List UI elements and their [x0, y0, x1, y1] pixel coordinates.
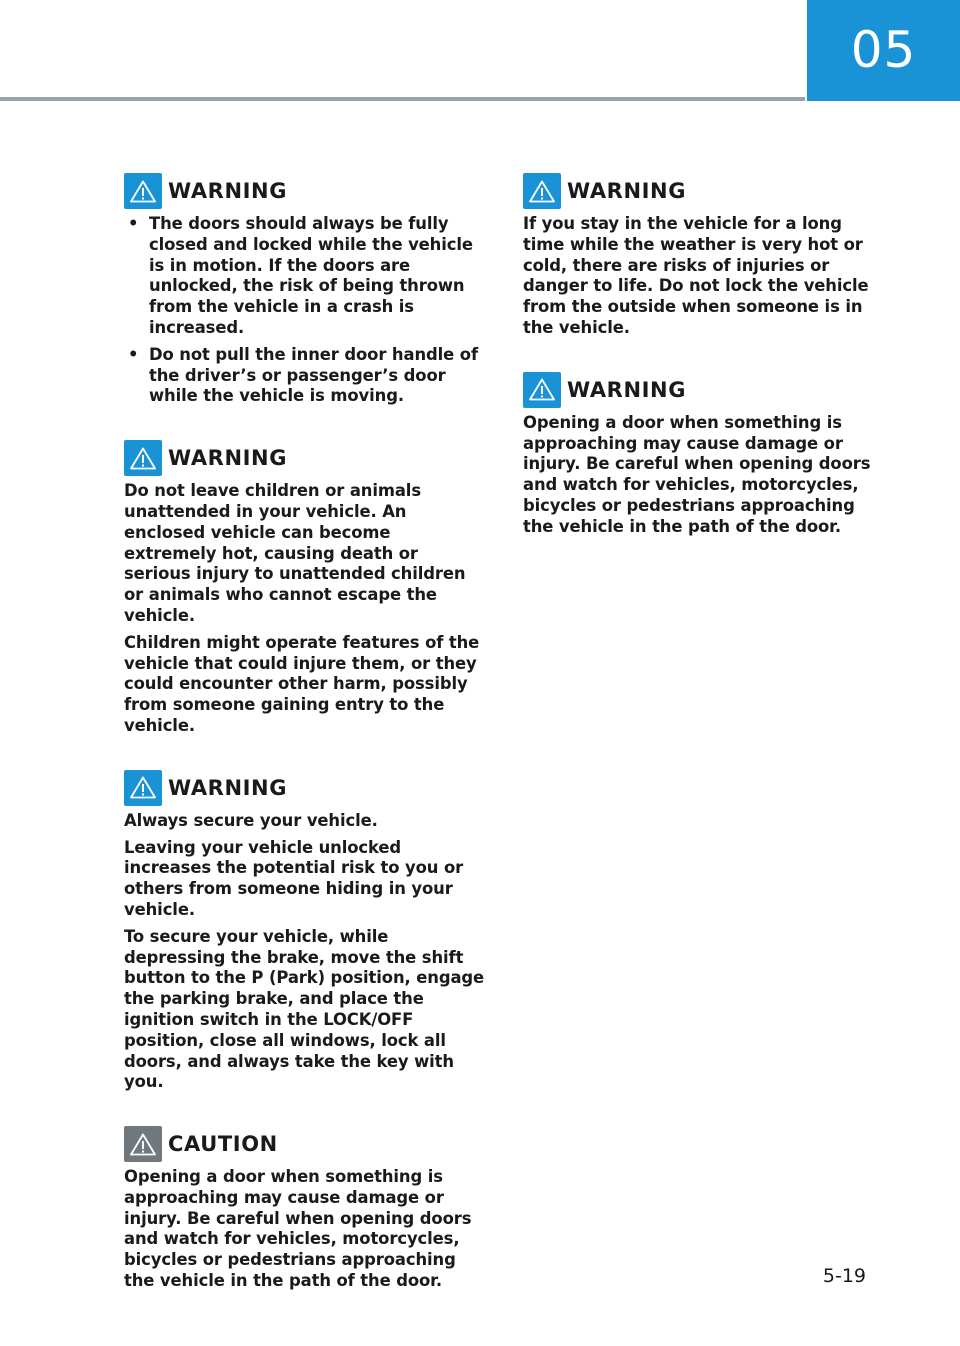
notice-header	[124, 439, 488, 477]
warning-hot-cold-weather	[523, 172, 887, 339]
warning-opening-door	[523, 371, 887, 538]
notice-title: WARNING	[168, 446, 288, 471]
bullet-icon: •	[128, 214, 139, 233]
notice-title: WARNING	[168, 775, 288, 800]
warning-triangle-icon	[124, 440, 162, 476]
notice-title: WARNING	[168, 179, 288, 203]
bullet-list	[124, 214, 488, 407]
warning-secure-vehicle	[124, 769, 488, 1093]
caution-opening-door	[124, 1125, 488, 1292]
notice-paragraph: Children might operate features of the vehicle that could injure them, or they could encounter other harm, possibly from someone gaining entry to the vehicle.	[124, 632, 480, 735]
notice-header	[523, 371, 887, 409]
warning-triangle-icon	[523, 372, 561, 408]
warning-triangle-icon	[523, 173, 561, 209]
right-column	[523, 172, 887, 570]
chapter-number: 05	[850, 20, 917, 79]
list-item	[124, 345, 488, 407]
bullet-icon: •	[128, 344, 139, 364]
notice-paragraph: Do not leave children or animals unattended in your vehicle. An enclosed vehicle can become extremely hot, causing death or serious injury to unattended children or animals who cannot escape the vehicle.	[124, 481, 466, 625]
notice-paragraph: Leaving your vehicle unlocked increases the potential risk to you or others from someone hiding in your vehicle.	[124, 837, 464, 919]
notice-title: CAUTION	[168, 1132, 278, 1157]
caution-triangle-icon	[124, 1126, 162, 1162]
bullet-text: The doors should always be fully closed and locked while the vehicle is in motion. If the doors are unlocked, the risk of being thrown from the vehicle in a crash is increased.	[149, 214, 473, 337]
notice-header	[124, 172, 488, 210]
page-number: 5-19	[822, 1265, 866, 1287]
notice-paragraph: Always secure your vehicle.	[124, 810, 378, 830]
warning-triangle-icon	[124, 173, 162, 209]
notice-header	[523, 172, 887, 210]
notice-paragraph: Opening a door when something is approaching may cause damage or injury. Be careful when opening doors and watch for vehicles, motorcycles, bicycles or pedestrians approaching the vehicle in the path of the door.	[523, 412, 871, 536]
chapter-tab	[807, 0, 960, 101]
header-rule	[0, 97, 805, 101]
notice-header	[124, 1125, 488, 1163]
notice-title: WARNING	[567, 377, 687, 402]
notice-title: WARNING	[567, 179, 687, 203]
warning-doors-closed	[124, 172, 488, 407]
warning-children-animals	[124, 439, 488, 737]
notice-header	[124, 769, 488, 807]
notice-paragraph: To secure your vehicle, while depressing the brake, move the shift button to the P (Park) position, engage the parking brake, and place the ignition switch in the LOCK/OFF position, close all windows, lock all doors, and always take the key with you.	[124, 926, 485, 1092]
notice-paragraph: If you stay in the vehicle for a long time while the weather is very hot or cold, there are risks of injuries or danger to life. Do not lock the vehicle from the outside when someone is in the vehicle.	[523, 214, 869, 337]
list-item	[124, 214, 488, 339]
left-column	[124, 172, 488, 1324]
notice-paragraph: Opening a door when something is approaching may cause damage or injury. Be careful when opening doors and watch for vehicles, motorcycles, bicycles or pedestrians approaching the vehicle in the path of the door.	[124, 1167, 472, 1291]
bullet-text: Do not pull the inner door handle of the driver’s or passenger’s door while the vehicle is moving.	[149, 344, 478, 406]
warning-triangle-icon	[124, 770, 162, 806]
